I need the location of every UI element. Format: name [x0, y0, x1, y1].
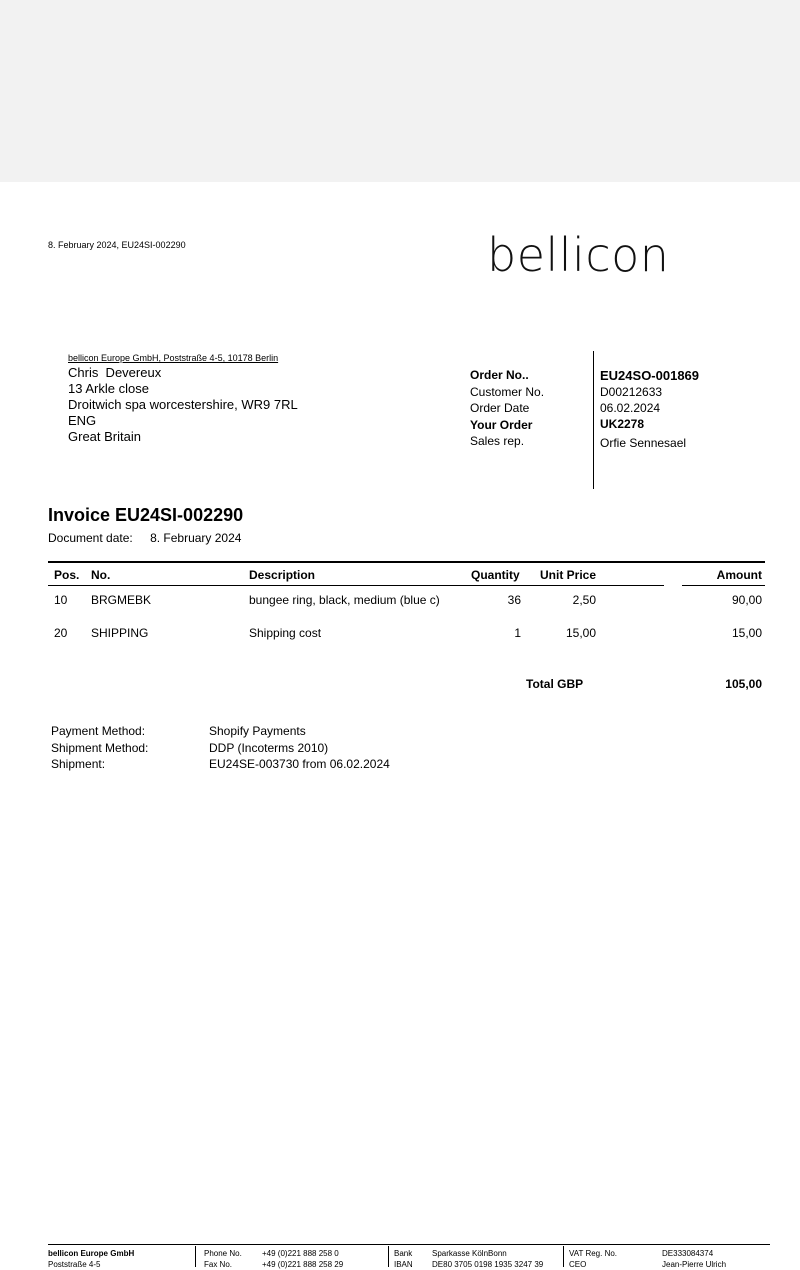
your-order-value: UK2278 — [600, 417, 645, 431]
shipment-value: EU24SE-003730 from 06.02.2024 — [209, 757, 390, 771]
recipient-name: Chris Devereux — [68, 365, 162, 380]
sales-rep-value: Orfie Sennesael — [600, 436, 687, 450]
footer-vat: DE333084374 — [662, 1249, 714, 1258]
footer-divider — [388, 1246, 389, 1267]
header-description: Description — [249, 568, 316, 582]
invoice-title: Invoice EU24SI-002290 — [48, 505, 244, 525]
table-header-rule-right — [682, 585, 765, 586]
recipient-city: Droitwich spa worcestershire, WR9 7RL — [68, 397, 298, 412]
footer-street: Poststraße 4-5 — [48, 1260, 101, 1269]
row-unit-price: 15,00 — [565, 626, 596, 640]
row-pos: 10 — [54, 593, 68, 607]
header-unit-price: Unit Price — [540, 568, 597, 582]
footer-phone-label: Phone No. — [204, 1249, 242, 1258]
shipment-label: Shipment: — [51, 757, 106, 771]
footer-ceo-label: CEO — [569, 1260, 587, 1269]
row-unit-price: 2,50 — [572, 593, 596, 607]
table-top-rule — [48, 561, 765, 563]
recipient-address — [68, 365, 298, 445]
recipient-region: ENG — [68, 413, 97, 428]
footer-iban: DE80 3705 0198 1935 3247 39 — [432, 1260, 544, 1269]
row-amount: 15,00 — [731, 626, 762, 640]
footer-vat-label: VAT Reg. No. — [569, 1249, 618, 1258]
header-quantity: Quantity — [471, 568, 520, 582]
footer-rule — [48, 1244, 770, 1245]
total-label: Total GBP — [526, 677, 584, 691]
order-no-label: Order No.. — [470, 368, 529, 382]
table-header-rule-left — [48, 585, 664, 586]
row-quantity: 36 — [507, 593, 521, 607]
footer-divider — [563, 1246, 564, 1267]
header-pos: Pos. — [54, 568, 80, 582]
recipient-street: 13 Arkle close — [68, 381, 149, 396]
row-no: BRGMEBK — [91, 593, 152, 607]
total-value: 105,00 — [725, 677, 762, 691]
header-date-reference: 8. February 2024, EU24SI-002290 — [48, 240, 186, 250]
document-date-value: 8. February 2024 — [150, 531, 242, 545]
customer-no-value: D00212633 — [600, 385, 663, 399]
recipient-country: Great Britain — [68, 429, 141, 444]
shipment-method-value: DDP (Incoterms 2010) — [209, 740, 329, 755]
footer-ceo: Jean-Pierre Ulrich — [662, 1260, 727, 1269]
footer-phone: +49 (0)221 888 258 0 — [262, 1249, 339, 1258]
sender-line: bellicon Europe GmbH, Poststraße 4-5, 10178 Berlin — [68, 353, 279, 363]
header-no: No. — [91, 568, 111, 582]
row-amount: 90,00 — [731, 593, 762, 607]
order-info-values — [600, 368, 699, 451]
footer-divider — [195, 1246, 196, 1267]
header-amount: Amount — [716, 568, 762, 582]
order-date-value: 06.02.2024 — [600, 401, 661, 415]
footer-bank-label: Bank — [394, 1249, 413, 1258]
viewer-background — [0, 0, 800, 182]
order-info-divider — [593, 351, 594, 489]
document-date-label: Document date: — [48, 531, 133, 545]
payment-labels — [51, 723, 148, 773]
payment-method-value: Shopify Payments — [209, 724, 306, 738]
footer-company: bellicon Europe GmbH — [48, 1249, 135, 1258]
page-footer — [0, 1244, 800, 1267]
customer-no-label: Customer No. — [470, 384, 545, 399]
shipment-method-label: Shipment Method: — [51, 740, 149, 755]
order-info-labels — [470, 367, 544, 450]
order-no-value: EU24SO-001869 — [600, 368, 700, 383]
row-no: SHIPPING — [91, 626, 149, 640]
order-date-label: Order Date — [470, 401, 530, 415]
row-description: bungee ring, black, medium (blue c) — [249, 593, 440, 607]
row-pos: 20 — [54, 626, 68, 640]
bellicon-logo: bellicon — [487, 228, 670, 282]
footer-fax-label: Fax No. — [204, 1260, 233, 1269]
row-quantity: 1 — [514, 626, 521, 640]
footer-iban-label: IBAN — [394, 1260, 413, 1269]
row-description: Shipping cost — [249, 626, 322, 640]
your-order-label: Your Order — [470, 417, 533, 432]
payment-values — [209, 723, 390, 773]
footer-fax: +49 (0)221 888 258 29 — [262, 1260, 344, 1269]
payment-method-label: Payment Method: — [51, 724, 146, 738]
document-date — [48, 531, 241, 545]
footer-bank: Sparkasse KölnBonn — [432, 1249, 507, 1258]
sales-rep-label: Sales rep. — [470, 434, 525, 448]
